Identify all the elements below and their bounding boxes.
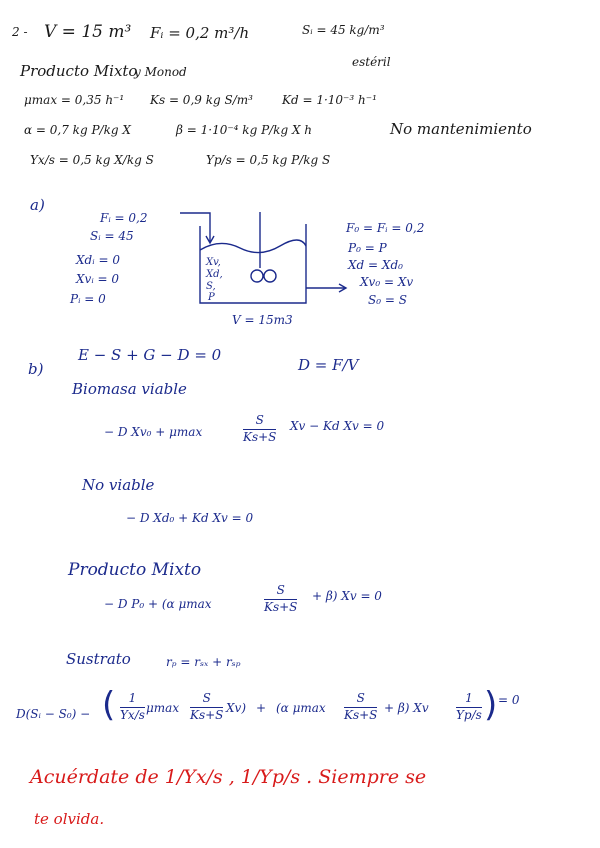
beta-value: β = 1·10⁻⁴ kg P/kg X h <box>176 123 313 137</box>
tank-var-xv: Xv, <box>206 257 221 268</box>
product-frac-den: Ks+S <box>264 599 298 614</box>
sub-xv: Xv) <box>226 701 247 715</box>
one-over-yxs-den: Yx/s <box>120 707 145 722</box>
sub-mumax: μmax <box>146 701 180 715</box>
feed-value: Fᵢ = 0,2 m³/h <box>150 24 250 42</box>
sub-monod-fraction-2 <box>344 692 377 723</box>
substrate-inlet-value: Sᵢ = 45 kg/m³ <box>302 23 385 37</box>
liquid-level <box>200 240 306 253</box>
sub-frac2-den: Ks+S <box>344 707 378 722</box>
kd-value: Kd = 1·10⁻³ h⁻¹ <box>282 93 377 107</box>
product-eq-left: − D P₀ + (α μmax <box>104 597 212 611</box>
reminder-note-line1: Acuérdate de 1/Yx/s , 1/Yp/s . Siempre se <box>30 766 427 788</box>
inlet-substrate: Sᵢ = 45 <box>90 229 134 243</box>
sub-alpha-mumax: (α μmax <box>276 701 326 715</box>
one-over-yxs-num: 1 <box>128 691 137 705</box>
outlet-xd: Xd = Xd₀ <box>348 258 403 272</box>
outlet-product: P₀ = P <box>348 241 387 255</box>
product-frac-num: S <box>276 583 285 597</box>
nonviable-title: No viable <box>82 476 155 494</box>
yxs-reciprocal <box>120 692 145 723</box>
yps-reciprocal <box>456 692 482 723</box>
sub-plus: + <box>256 701 267 715</box>
nonviable-eq: − D Xd₀ + Kd Xv = 0 <box>126 511 254 525</box>
inlet-xv: Xvᵢ = 0 <box>76 272 120 286</box>
impeller-right <box>264 270 276 282</box>
inlet-feed: Fᵢ = 0,2 <box>100 211 148 225</box>
sub-frac2-num: S <box>356 691 365 705</box>
impeller-left <box>251 270 263 282</box>
substrate-eq-start: D(Sᵢ − S₀) − <box>16 707 91 721</box>
outlet-feed: F₀ = Fᵢ = 0,2 <box>346 221 425 235</box>
yps-value: Yp/s = 0,5 kg P/kg S <box>206 153 331 167</box>
monod-label: y Monod <box>134 65 187 79</box>
tank-var-s: S, <box>206 281 216 292</box>
product-eq-right: + β) Xv = 0 <box>312 589 382 603</box>
viable-biomass-title: Biomasa viable <box>72 380 187 398</box>
general-balance: E − S + G − D = 0 <box>78 346 222 364</box>
sub-frac1-den: Ks+S <box>190 707 224 722</box>
alpha-value: α = 0,7 kg P/kg X <box>24 123 131 137</box>
problem-number: 2 - <box>12 25 28 39</box>
viable-eq-left: − D Xv₀ + μmax <box>104 425 203 439</box>
substrate-rate: rₚ = rₛₓ + rₛₚ <box>166 655 241 669</box>
viable-frac-num: S <box>255 413 264 427</box>
tank-volume: V = 15m3 <box>232 313 293 327</box>
model-label: Producto Mixto <box>20 62 138 80</box>
viable-frac-den: Ks+S <box>243 429 277 444</box>
inlet-pipe <box>180 213 210 242</box>
substrate-title: Sustrato <box>66 650 131 668</box>
yxs-value: Yx/s = 0,5 kg X/kg S <box>30 153 154 167</box>
ks-value: Ks = 0,9 kg S/m³ <box>150 93 253 107</box>
part-a-label: a) <box>30 196 45 214</box>
viable-monod-fraction <box>243 414 276 445</box>
outlet-substrate: S₀ = S <box>368 293 407 307</box>
sterile-note: estéril <box>352 55 391 69</box>
outlet-xv: Xv₀ = Xv <box>360 275 414 289</box>
mixed-product-title: Producto Mixto <box>68 560 202 580</box>
close-paren: ) <box>484 685 498 725</box>
one-over-yps-den: Yp/s <box>456 707 482 722</box>
viable-eq-right: Xv − Kd Xv = 0 <box>290 419 385 433</box>
inlet-xd: Xdᵢ = 0 <box>76 253 120 267</box>
reminder-note-line2: te olvida. <box>34 810 105 828</box>
one-over-yps-num: 1 <box>465 691 473 705</box>
tank-var-p: P <box>208 292 215 303</box>
part-b-label: b) <box>28 360 44 378</box>
sub-frac1-num: S <box>202 691 211 705</box>
sub-equals-zero: = 0 <box>498 693 520 707</box>
dilution-rate: D = F/V <box>298 356 359 374</box>
no-maintenance-note: No mantenimiento <box>390 120 532 138</box>
volume-value: V = 15 m³ <box>44 22 132 42</box>
sub-monod-fraction-1 <box>190 692 223 723</box>
mumax-value: μmax = 0,35 h⁻¹ <box>24 93 125 107</box>
sub-beta-xv: + β) Xv <box>384 701 429 715</box>
tank-var-xd: Xd, <box>206 269 223 280</box>
inlet-product: Pᵢ = 0 <box>70 292 106 306</box>
open-paren: ( <box>102 685 116 725</box>
product-monod-fraction <box>264 584 297 615</box>
